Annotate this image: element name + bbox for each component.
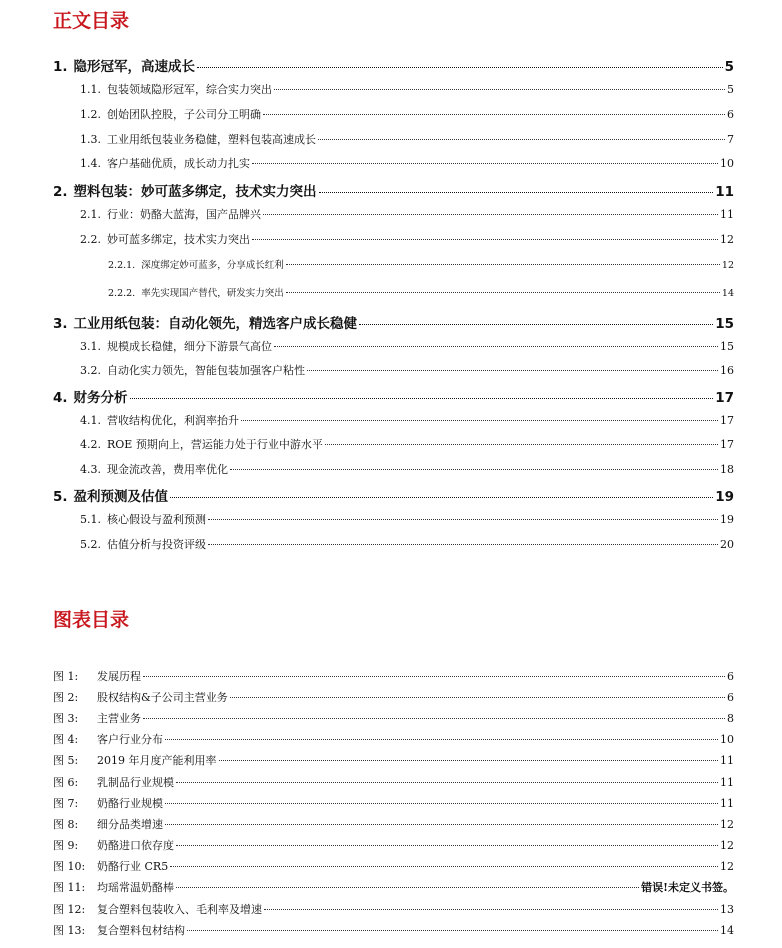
toc-entry-num: 4.3.: [80, 463, 101, 476]
figure-entry-text: 乳制品行业规模: [97, 776, 174, 789]
figure-entry-prefix: 图 8:: [53, 818, 79, 831]
toc-entry-num: 2.: [53, 184, 68, 200]
figure-entry-text: 发展历程: [97, 670, 141, 683]
figure-entry-page: 12: [720, 860, 734, 873]
toc-entry-text: 深度绑定妙可蓝多，分享成长红利: [141, 260, 284, 271]
toc-entry[interactable]: [53, 257, 734, 271]
toc-entry-num: 1.1.: [80, 83, 101, 96]
figure-entry-prefix: 图 4:: [53, 733, 79, 746]
toc-entry-text: 估值分析与投资评级: [107, 538, 206, 551]
toc-entry[interactable]: [53, 511, 734, 527]
toc-entry-text: 客户基础优质，成长动力扎实: [107, 157, 250, 170]
toc-entry-text: 创始团队控股，子公司分工明确: [107, 108, 261, 121]
toc-entry-page: 7: [727, 133, 734, 146]
leader-dots: [286, 292, 720, 293]
leader-dots: [130, 398, 714, 399]
toc-entry[interactable]: [53, 536, 734, 552]
toc-entry-text: 工业用纸包装：自动化领先，精选客户成长稳健: [73, 316, 358, 332]
toc-entry-page: 10: [720, 157, 734, 170]
toc-entry[interactable]: [53, 55, 734, 75]
figure-entry-page: 11: [720, 754, 734, 767]
toc-title: 正文目录: [53, 10, 130, 32]
leader-dots: [230, 697, 725, 698]
figure-entry[interactable]: [53, 731, 734, 747]
figure-entry-prefix: 图 12:: [53, 903, 86, 916]
toc-entry-page: 17: [720, 414, 734, 427]
figure-entry-prefix: 图 11:: [53, 881, 86, 894]
leader-dots: [241, 420, 718, 421]
figure-entry-text: 奶酪进口依存度: [97, 839, 174, 852]
figure-entry[interactable]: [53, 901, 734, 917]
toc-entry-text: 盈利预测及估值: [73, 489, 169, 505]
figure-entry-text: 均瑶常温奶酪棒: [97, 881, 174, 894]
figure-entry[interactable]: [53, 668, 734, 684]
toc-entry-num: 1.: [53, 59, 68, 75]
toc-entry-num: 4.2.: [80, 438, 101, 451]
toc-entry-text: 规模成长稳健，细分下游景气高位: [107, 340, 272, 353]
figure-entry-page: 11: [720, 797, 734, 810]
figure-entry-prefix: 图 3:: [53, 712, 79, 725]
toc-entry-page: 14: [721, 288, 734, 299]
figure-entry[interactable]: [53, 710, 734, 726]
figure-entry-text: 细分品类增速: [97, 818, 163, 831]
figure-entry[interactable]: [53, 858, 734, 874]
toc-entry[interactable]: [53, 206, 734, 222]
toc-entry[interactable]: [53, 131, 734, 147]
toc-entry-num: 3.2.: [80, 364, 101, 377]
leader-dots: [219, 760, 719, 761]
figure-entry-page: 8: [727, 712, 734, 725]
toc-entry-text: 率先实现国产替代，研发实力突出: [141, 288, 284, 299]
toc-entry-num: 2.2.2.: [108, 288, 136, 299]
figure-entry-prefix: 图 2:: [53, 691, 79, 704]
figure-entry-text: 主营业务: [97, 712, 141, 725]
leader-dots: [143, 718, 725, 719]
toc-entry-num: 1.3.: [80, 133, 101, 146]
figures-title: 图表目录: [53, 609, 130, 631]
figure-entry-page: 14: [720, 924, 734, 937]
toc-entry-page: 15: [720, 340, 734, 353]
figure-entry-prefix: 图 10:: [53, 860, 86, 873]
leader-dots: [264, 909, 718, 910]
toc-entry-page: 19: [715, 489, 734, 505]
figure-entry[interactable]: [53, 837, 734, 853]
toc-entry[interactable]: [53, 362, 734, 378]
figure-entry-prefix: 图 9:: [53, 839, 79, 852]
figure-entry-prefix: 图 1:: [53, 670, 79, 683]
figure-entry[interactable]: [53, 922, 734, 938]
leader-dots: [176, 782, 718, 783]
toc-entry-num: 4.1.: [80, 414, 101, 427]
toc-entry[interactable]: [53, 386, 734, 406]
toc-entry-text: 自动化实力领先，智能包装加强客户粘性: [107, 364, 305, 377]
figure-entry-page: 11: [720, 776, 734, 789]
leader-dots: [170, 866, 718, 867]
figure-entry-page: 13: [720, 903, 734, 916]
leader-dots: [176, 887, 639, 888]
toc-entry-page: 20: [720, 538, 734, 551]
figure-entry-page: 6: [727, 670, 734, 683]
toc-entry-num: 5.2.: [80, 538, 101, 551]
leader-dots: [165, 739, 718, 740]
figure-entry-text: 客户行业分布: [97, 733, 163, 746]
figure-entry-text: 奶酪行业 CR5: [97, 860, 169, 873]
toc-entry[interactable]: [53, 81, 734, 97]
toc-entry-text: 工业用纸包装业务稳健，塑料包装高速成长: [107, 133, 316, 146]
figure-entry-prefix: 图 13:: [53, 924, 86, 937]
toc-entry-text: 妙可蓝多绑定，技术实力突出: [107, 233, 250, 246]
toc-entry[interactable]: [53, 338, 734, 354]
toc-entry[interactable]: [53, 231, 734, 247]
toc-entry-text: 核心假设与盈利预测: [107, 513, 206, 526]
toc-entry-num: 1.4.: [80, 157, 101, 170]
toc-entry-num: 1.2.: [80, 108, 101, 121]
toc-entry-page: 5: [727, 83, 734, 96]
leader-dots: [286, 264, 720, 265]
figure-entry-prefix: 图 5:: [53, 754, 79, 767]
figure-entry-text: 奶酪行业规模: [97, 797, 163, 810]
figure-entry-text: 2019 年月度产能利用率: [97, 754, 217, 767]
figure-entry[interactable]: [53, 752, 734, 768]
leader-dots: [252, 239, 718, 240]
toc-entry-text: ROE 预期向上，营运能力处于行业中游水平: [107, 438, 323, 451]
toc-entry-num: 5.1.: [80, 513, 101, 526]
leader-dots: [143, 676, 725, 677]
figure-entry[interactable]: [53, 795, 734, 811]
figure-entry[interactable]: [53, 689, 734, 705]
figure-entry[interactable]: [53, 774, 734, 790]
leader-dots: [274, 89, 725, 90]
toc-entry-page: 17: [720, 438, 734, 451]
toc-entry-page: 6: [727, 108, 734, 121]
figure-entry-text: 复合塑料包材结构: [97, 924, 185, 937]
toc-entry-page: 19: [720, 513, 734, 526]
leader-dots: [359, 324, 713, 325]
toc-entry[interactable]: [53, 180, 734, 200]
toc-entry-text: 塑料包装：妙可蓝多绑定，技术实力突出: [73, 184, 317, 200]
leader-dots: [274, 346, 718, 347]
figure-entry[interactable]: [53, 816, 734, 832]
leader-dots: [170, 497, 713, 498]
toc-entry-page: 12: [720, 233, 734, 246]
toc-entry-num: 4.: [53, 390, 68, 406]
toc-entry-text: 财务分析: [73, 390, 128, 406]
toc-entry[interactable]: [53, 485, 734, 505]
toc-entry-num: 5.: [53, 489, 68, 505]
toc-entry-page: 16: [720, 364, 734, 377]
leader-dots: [319, 192, 714, 193]
toc-entry-text: 营收结构优化，利润率抬升: [107, 414, 239, 427]
figure-entry-page: 12: [720, 818, 734, 831]
toc-entry[interactable]: [53, 106, 734, 122]
toc-entry[interactable]: [53, 461, 734, 477]
toc-entry-page: 12: [721, 260, 734, 271]
toc-entry-text: 行业：奶酪大蓝海，国产品牌兴: [107, 208, 261, 221]
leader-dots: [252, 163, 718, 164]
toc-entry-text: 隐形冠军，高速成长: [73, 59, 196, 75]
figure-entry-prefix: 图 7:: [53, 797, 79, 810]
toc-entry-page: 5: [724, 59, 734, 75]
leader-dots: [230, 469, 718, 470]
leader-dots: [325, 444, 718, 445]
leader-dots: [165, 803, 718, 804]
leader-dots: [165, 824, 718, 825]
toc-entry[interactable]: [53, 312, 734, 332]
figure-entry[interactable]: [53, 879, 734, 895]
toc-entry-num: 2.2.1.: [108, 260, 136, 271]
toc-entry-page: 11: [715, 184, 734, 200]
leader-dots: [187, 930, 718, 931]
leader-dots: [318, 139, 725, 140]
figure-entry-prefix: 图 6:: [53, 776, 79, 789]
toc-entry[interactable]: [53, 436, 734, 452]
toc-entry-page: 18: [720, 463, 734, 476]
toc-entry-page: 11: [720, 208, 734, 221]
toc-entry-page: 17: [715, 390, 734, 406]
figure-entry-text: 复合塑料包装收入、毛利率及增速: [97, 903, 262, 916]
toc-entry-num: 2.1.: [80, 208, 101, 221]
toc-entry[interactable]: [53, 155, 734, 171]
toc-entry[interactable]: [53, 285, 734, 299]
toc-entry-num: 3.1.: [80, 340, 101, 353]
leader-dots: [208, 544, 718, 545]
figure-entry-page: 12: [720, 839, 734, 852]
leader-dots: [307, 370, 718, 371]
figure-entry-text: 股权结构&子公司主营业务: [97, 691, 228, 704]
toc-entry-num: 3.: [53, 316, 68, 332]
toc-entry[interactable]: [53, 412, 734, 428]
figure-entry-page: 10: [720, 733, 734, 746]
toc-entry-text: 包装领域隐形冠军，综合实力突出: [107, 83, 272, 96]
bookmark-error: 错误!未定义书签。: [641, 881, 734, 894]
leader-dots: [176, 845, 718, 846]
toc-entry-num: 2.2.: [80, 233, 101, 246]
leader-dots: [197, 67, 723, 68]
figure-entry-page: 6: [727, 691, 734, 704]
toc-entry-page: 15: [715, 316, 734, 332]
toc-entry-text: 现金流改善，费用率优化: [107, 463, 228, 476]
leader-dots: [208, 519, 718, 520]
leader-dots: [263, 214, 718, 215]
leader-dots: [263, 114, 725, 115]
